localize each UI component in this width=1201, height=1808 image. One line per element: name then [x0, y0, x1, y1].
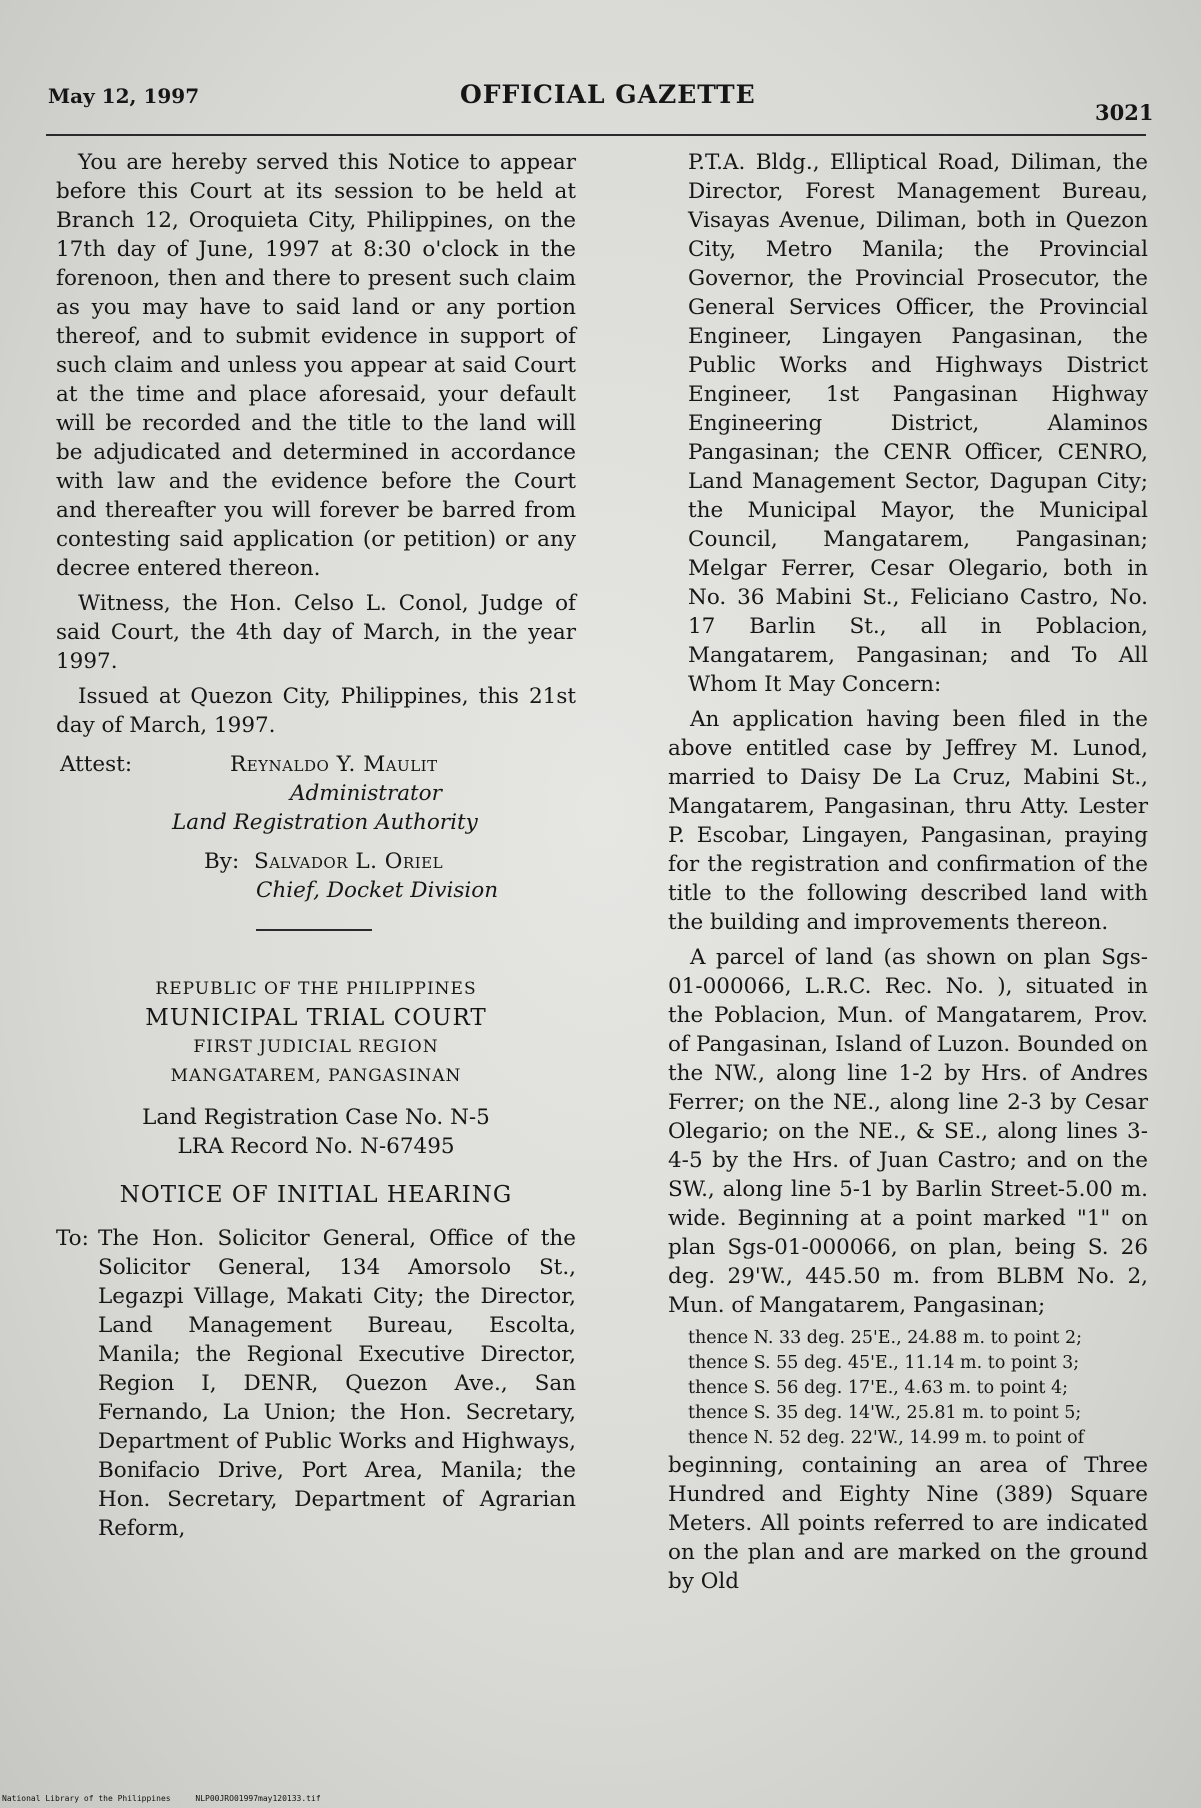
left-column	[56, 148, 576, 1543]
record-number: LRA Record No. N-67495	[177, 1134, 455, 1159]
page-number: 3021	[1095, 100, 1154, 125]
bearing-line: thence S. 56 deg. 17'E., 4.63 m. to point 4;	[688, 1378, 1069, 1398]
court-name: MUNICIPAL TRIAL COURT	[145, 1005, 487, 1031]
attest-label: Attest:	[60, 752, 133, 777]
bearing-line: thence S. 55 deg. 45'E., 11.14 m. to point 3;	[688, 1353, 1080, 1373]
to-label: To:	[56, 1226, 89, 1251]
docket-chief-name: Salvador L. Oriel	[254, 849, 444, 874]
library-credit: National Library of the Philippines	[2, 1794, 171, 1803]
by-line	[204, 847, 576, 876]
scan-footer	[2, 1794, 321, 1803]
republic-line: REPUBLIC OF THE PHILIPPINES	[155, 979, 477, 999]
authority-name: Land Registration Authority	[172, 810, 478, 835]
closing-paragraph: beginning, containing an area of Three Hundred and Eighty Nine (389) Square Meters. All points referred to are indicated on the plan and are marked on the ground by Old	[668, 1453, 1148, 1594]
parcel-description: A parcel of land (as shown on plan Sgs-01-000066, L.R.C. Rec. No. ), situated in the Poblacion, Mun. of Mangatarem, Prov. of Pangasinan, Island of Luzon. Bounded on the NW., along line 1-2 by Hrs. of Andres Ferrer; on the NE., along line 2-3 by Cesar Olegario; on the NE., & SE., along lines 3-4-5 by the Hrs. of Juan Castro; and on the SW., along line 5-1 by Barlin Street-5.00 m. wide. Beginning at a point marked "1" on plan Sgs-01-000066, on plan, being S. 26 deg. 29'W., 445.50 m. from BLBM No. 2, Mun. of Mangatarem, Pangasinan;	[668, 945, 1148, 1318]
administrator-title: Administrator	[290, 781, 442, 806]
judicial-region: FIRST JUDICIAL REGION	[193, 1037, 439, 1057]
notice-title: NOTICE OF INITIAL HEARING	[119, 1182, 513, 1208]
by-label: By:	[204, 849, 240, 874]
notice-paragraph: You are hereby served this Notice to appear before this Court at its session to be held at Branch 12, Oroquieta City, Philippines, on the 17th day of June, 1997 at 8:30 o'clock in the forenoon, then and there to present such claim as you may have to said land or any portion thereof, and to submit evidence in support of such claim and unless you appear at said Court at the time and place aforesaid, your default will be recorded and the title to the land will be adjudicated and determined in accordance with law and the evidence before the Court and thereafter you will forever be barred from contesting said application (or petition) or any decree entered thereon.	[56, 150, 576, 581]
bearing-line: thence N. 52 deg. 22'W., 14.99 m. to point of	[688, 1428, 1085, 1448]
right-column	[668, 148, 1148, 1602]
court-location: MANGATAREM, PANGASINAN	[170, 1066, 462, 1086]
court-header	[56, 975, 576, 1091]
addressees	[56, 1224, 576, 1543]
application-paragraph: An application having been filed in the above entitled case by Jeffrey M. Lunod, married to Daisy De La Cruz, Mabini St., Mangatarem, Pangasinan, thru Atty. Lester P. Escobar, Lingayen, Pangasinan, praying for the registration and confirmation of the title to the following described land with the building and improvements thereon.	[668, 707, 1148, 935]
issue-date: May 12, 1997	[48, 84, 200, 108]
scan-filename: NLP00JRO01997may120133.tif	[195, 1794, 321, 1803]
witness-paragraph: Witness, the Hon. Celso L. Conol, Judge of said Court, the 4th day of March, in the year 1997.	[56, 591, 576, 674]
attest-signatories	[172, 750, 576, 905]
case-number: Land Registration Case No. N-5	[142, 1105, 490, 1130]
attest-block	[56, 750, 576, 905]
addressees-text: The Hon. Solicitor General, Office of the Solicitor General, 134 Amorsolo St., Legazpi Village, Makati City; the Director, Land Management Bureau, Escolta, Manila; the Regional Executive Director, Region I, DENR, Quezon Ave., San Fernando, La Union; the Hon. Secretary, Department of Public Works and Highways, Bonifacio Drive, Port Area, Manila; the Hon. Secretary, Department of Agrarian Reform,	[98, 1226, 576, 1541]
issued-paragraph: Issued at Quezon City, Philippines, this 21st day of March, 1997.	[56, 684, 576, 738]
administrator-name: Reynaldo Y. Maulit	[230, 752, 438, 777]
publication-title: OFFICIAL GAZETTE	[460, 80, 756, 109]
header-rule	[46, 134, 1146, 136]
bearing-line: thence N. 33 deg. 25'E., 24.88 m. to point 2;	[688, 1328, 1082, 1348]
bearing-line: thence S. 35 deg. 14'W., 25.81 m. to point 5;	[688, 1403, 1082, 1423]
addressees-continued: P.T.A. Bldg., Elliptical Road, Diliman, the Director, Forest Management Bureau, Visayas Avenue, Diliman, both in Quezon City, Metro Manila; the Provincial Governor, the Provincial Prosecutor, the General Services Officer, the Provincial Engineer, Lingayen Pangasinan, the Public Works and Highways District Engineer, 1st Pangasinan Highway Engineering District, Alaminos Pangasinan; the CENR Officer, CENRO, Land Management Sector, Dagupan City; the Municipal Mayor, the Municipal Council, Mangatarem, Pangasinan; Melgar Ferrer, Cesar Olegario, both in No. 36 Mabini St., Feliciano Castro, No. 17 Barlin St., all in Poblacion, Mangatarem, Pangasinan; and To All Whom It May Concern:	[688, 150, 1148, 697]
bearings-list	[668, 1326, 1148, 1451]
docket-chief-title: Chief, Docket Division	[256, 878, 499, 903]
case-info	[56, 1103, 576, 1161]
section-divider	[256, 929, 372, 931]
